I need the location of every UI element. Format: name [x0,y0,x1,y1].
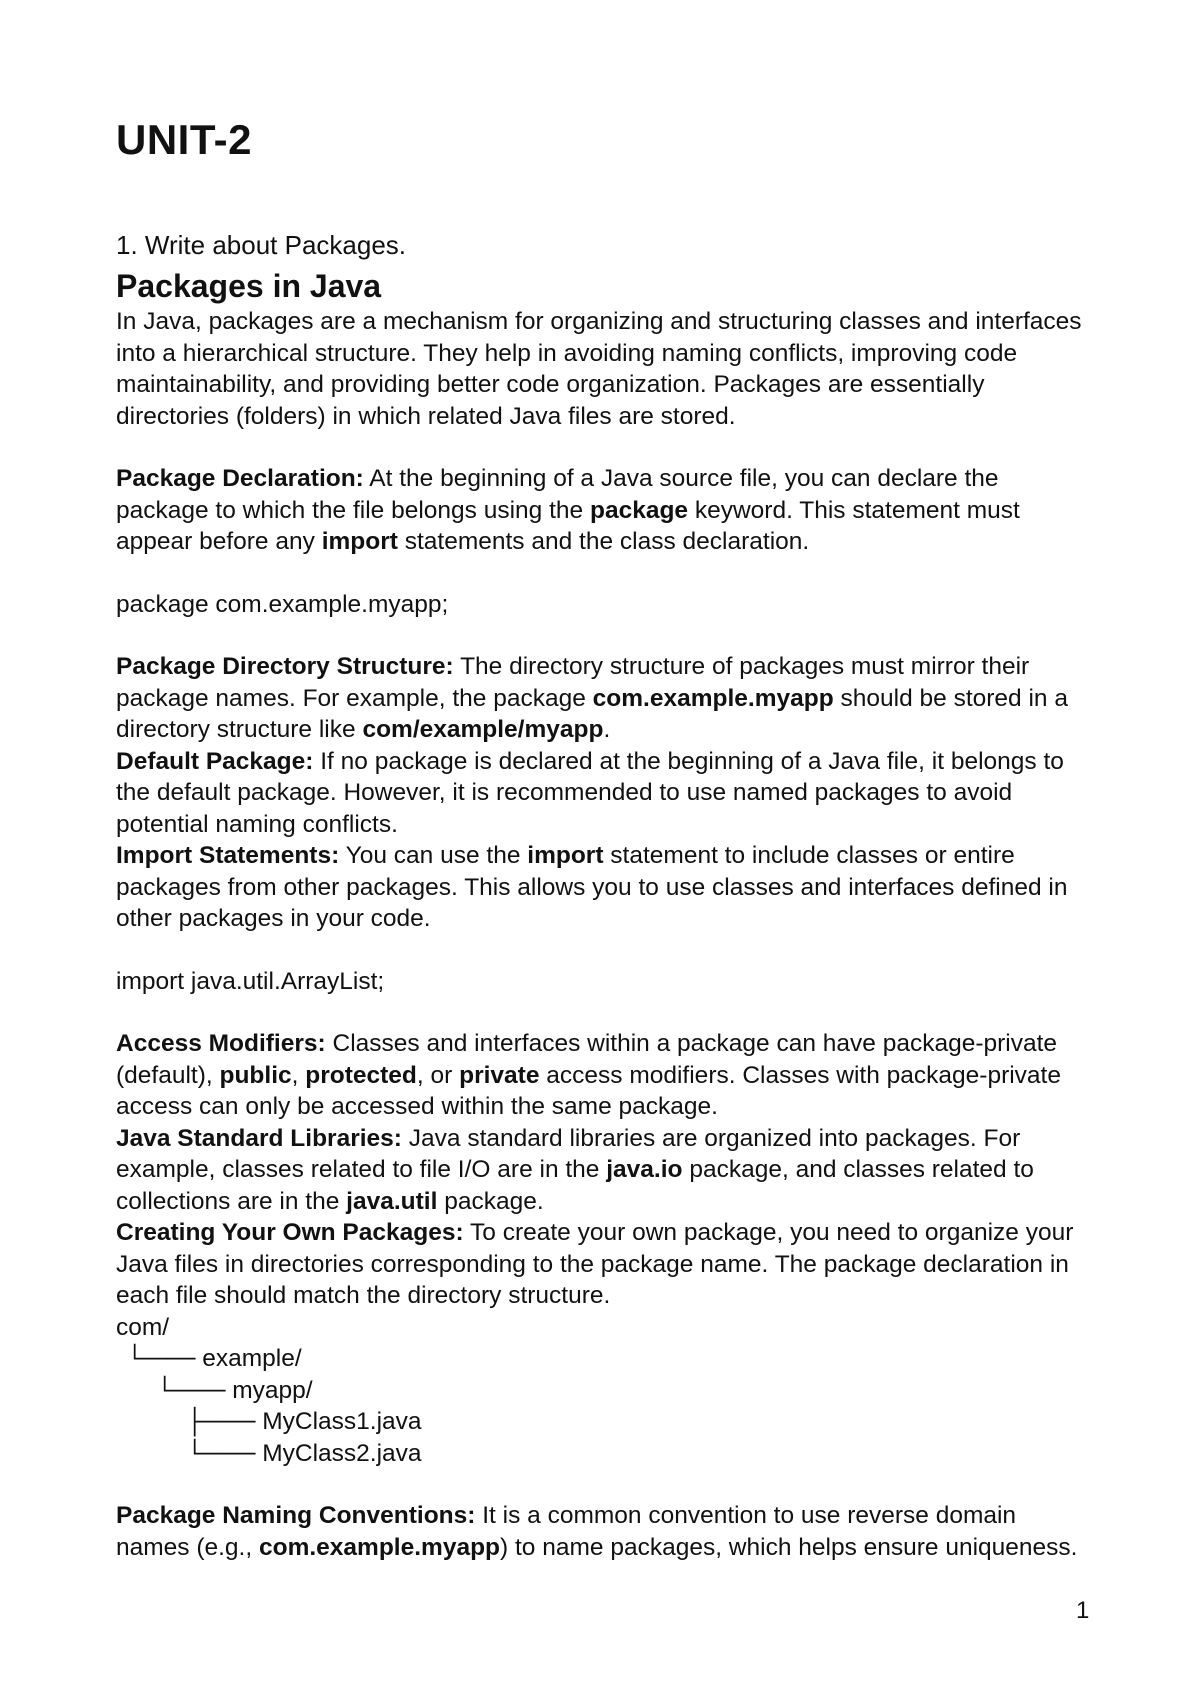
tree-node-myclass2: └─── MyClass2.java [186,1439,422,1467]
standard-libraries-paragraph: Java Standard Libraries: Java standard libraries are organized into packages. For example, classes related to file I/O are in the java.io package, and classes related to collections are in the java.util package. [116,1124,1034,1215]
keyword: import [527,842,604,869]
keyword: com.example.myapp [592,684,834,712]
term-label: Access Modifiers: [116,1030,326,1057]
tree-node-example: └─── example/ [126,1345,302,1372]
tree-node-myapp: └─── myapp/ [156,1376,313,1404]
section-heading: Packages in Java [116,268,382,304]
keyword: com.example.myapp [258,1533,501,1561]
directory-structure-paragraph: Package Directory Structure: The directory structure of packages must mirror their package names. For example, the package com.example.myapp should be stored in a directory structure like com/example/myapp. [116,653,1068,743]
document-body [116,306,1096,1563]
keyword: java.io [606,1156,683,1183]
keyword: java.util [346,1187,438,1215]
directory-tree [116,1312,1096,1470]
question-heading: 1. Write about Packages. [116,230,407,260]
naming-conventions-paragraph: Package Naming Conventions: It is a common convention to use reverse domain names (e.g., com.example.myapp) to name packages, which helps ensure uniqueness. [116,1502,1078,1561]
keyword: package [589,496,689,524]
keyword: private [459,1061,540,1089]
term-label: Java Standard Libraries: [116,1124,402,1152]
keyword: public [219,1061,292,1089]
page-number: 1 [1076,1597,1090,1624]
term-label: Package Naming Conventions: [116,1502,476,1529]
intro-paragraph: In Java, packages are a mechanism for organizing and structuring classes and interfaces into a hierarchical structure. They help in avoiding naming conflicts, improving code maintainability, and providing better code organization. Packages are essentially directories (folders) in which related Java files are stored. [116,308,1082,430]
tree-node-myclass1: ├─── MyClass1.java [186,1408,422,1435]
tree-root: com/ [116,1313,170,1341]
keyword: protected [305,1061,417,1089]
creating-packages-paragraph: Creating Your Own Packages: To create your own package, you need to organize your Java files in directories corresponding to the package name. The package declaration in each file should match the directory structure. [116,1219,1074,1309]
import-statements-paragraph: Import Statements: You can use the import statement to include classes or entire packages from other packages. This allows you to use classes and interfaces defined in other packages in your code. [116,842,1068,932]
term-label: Import Statements: [116,842,340,869]
code-import-line: import java.util.ArrayList; [116,967,385,995]
term-label: Default Package: [116,747,314,775]
term-label: Package Declaration: [116,465,364,492]
default-package-paragraph: Default Package: If no package is declared at the beginning of a Java file, it belongs to the default package. However, it is recommended to use named packages to avoid potential naming conflicts. [116,747,1064,838]
term-label: Package Directory Structure: [116,653,454,680]
keyword: import [321,528,398,555]
access-modifiers-paragraph: Access Modifiers: Classes and interfaces within a package can have package-private (default), public, protected, or private access modifiers. Classes with package-private access can only be accessed within the same package. [116,1030,1061,1120]
package-declaration-paragraph: Package Declaration: At the beginning of a Java source file, you can declare the package to which the file belongs using the package keyword. This statement must appear before any import statements and the class declaration. [116,465,1020,555]
term-label: Creating Your Own Packages: [116,1219,464,1246]
unit-title: UNIT-2 [116,116,253,163]
code-package-line: package com.example.myapp; [116,590,449,618]
keyword: com/example/myapp [362,716,604,743]
